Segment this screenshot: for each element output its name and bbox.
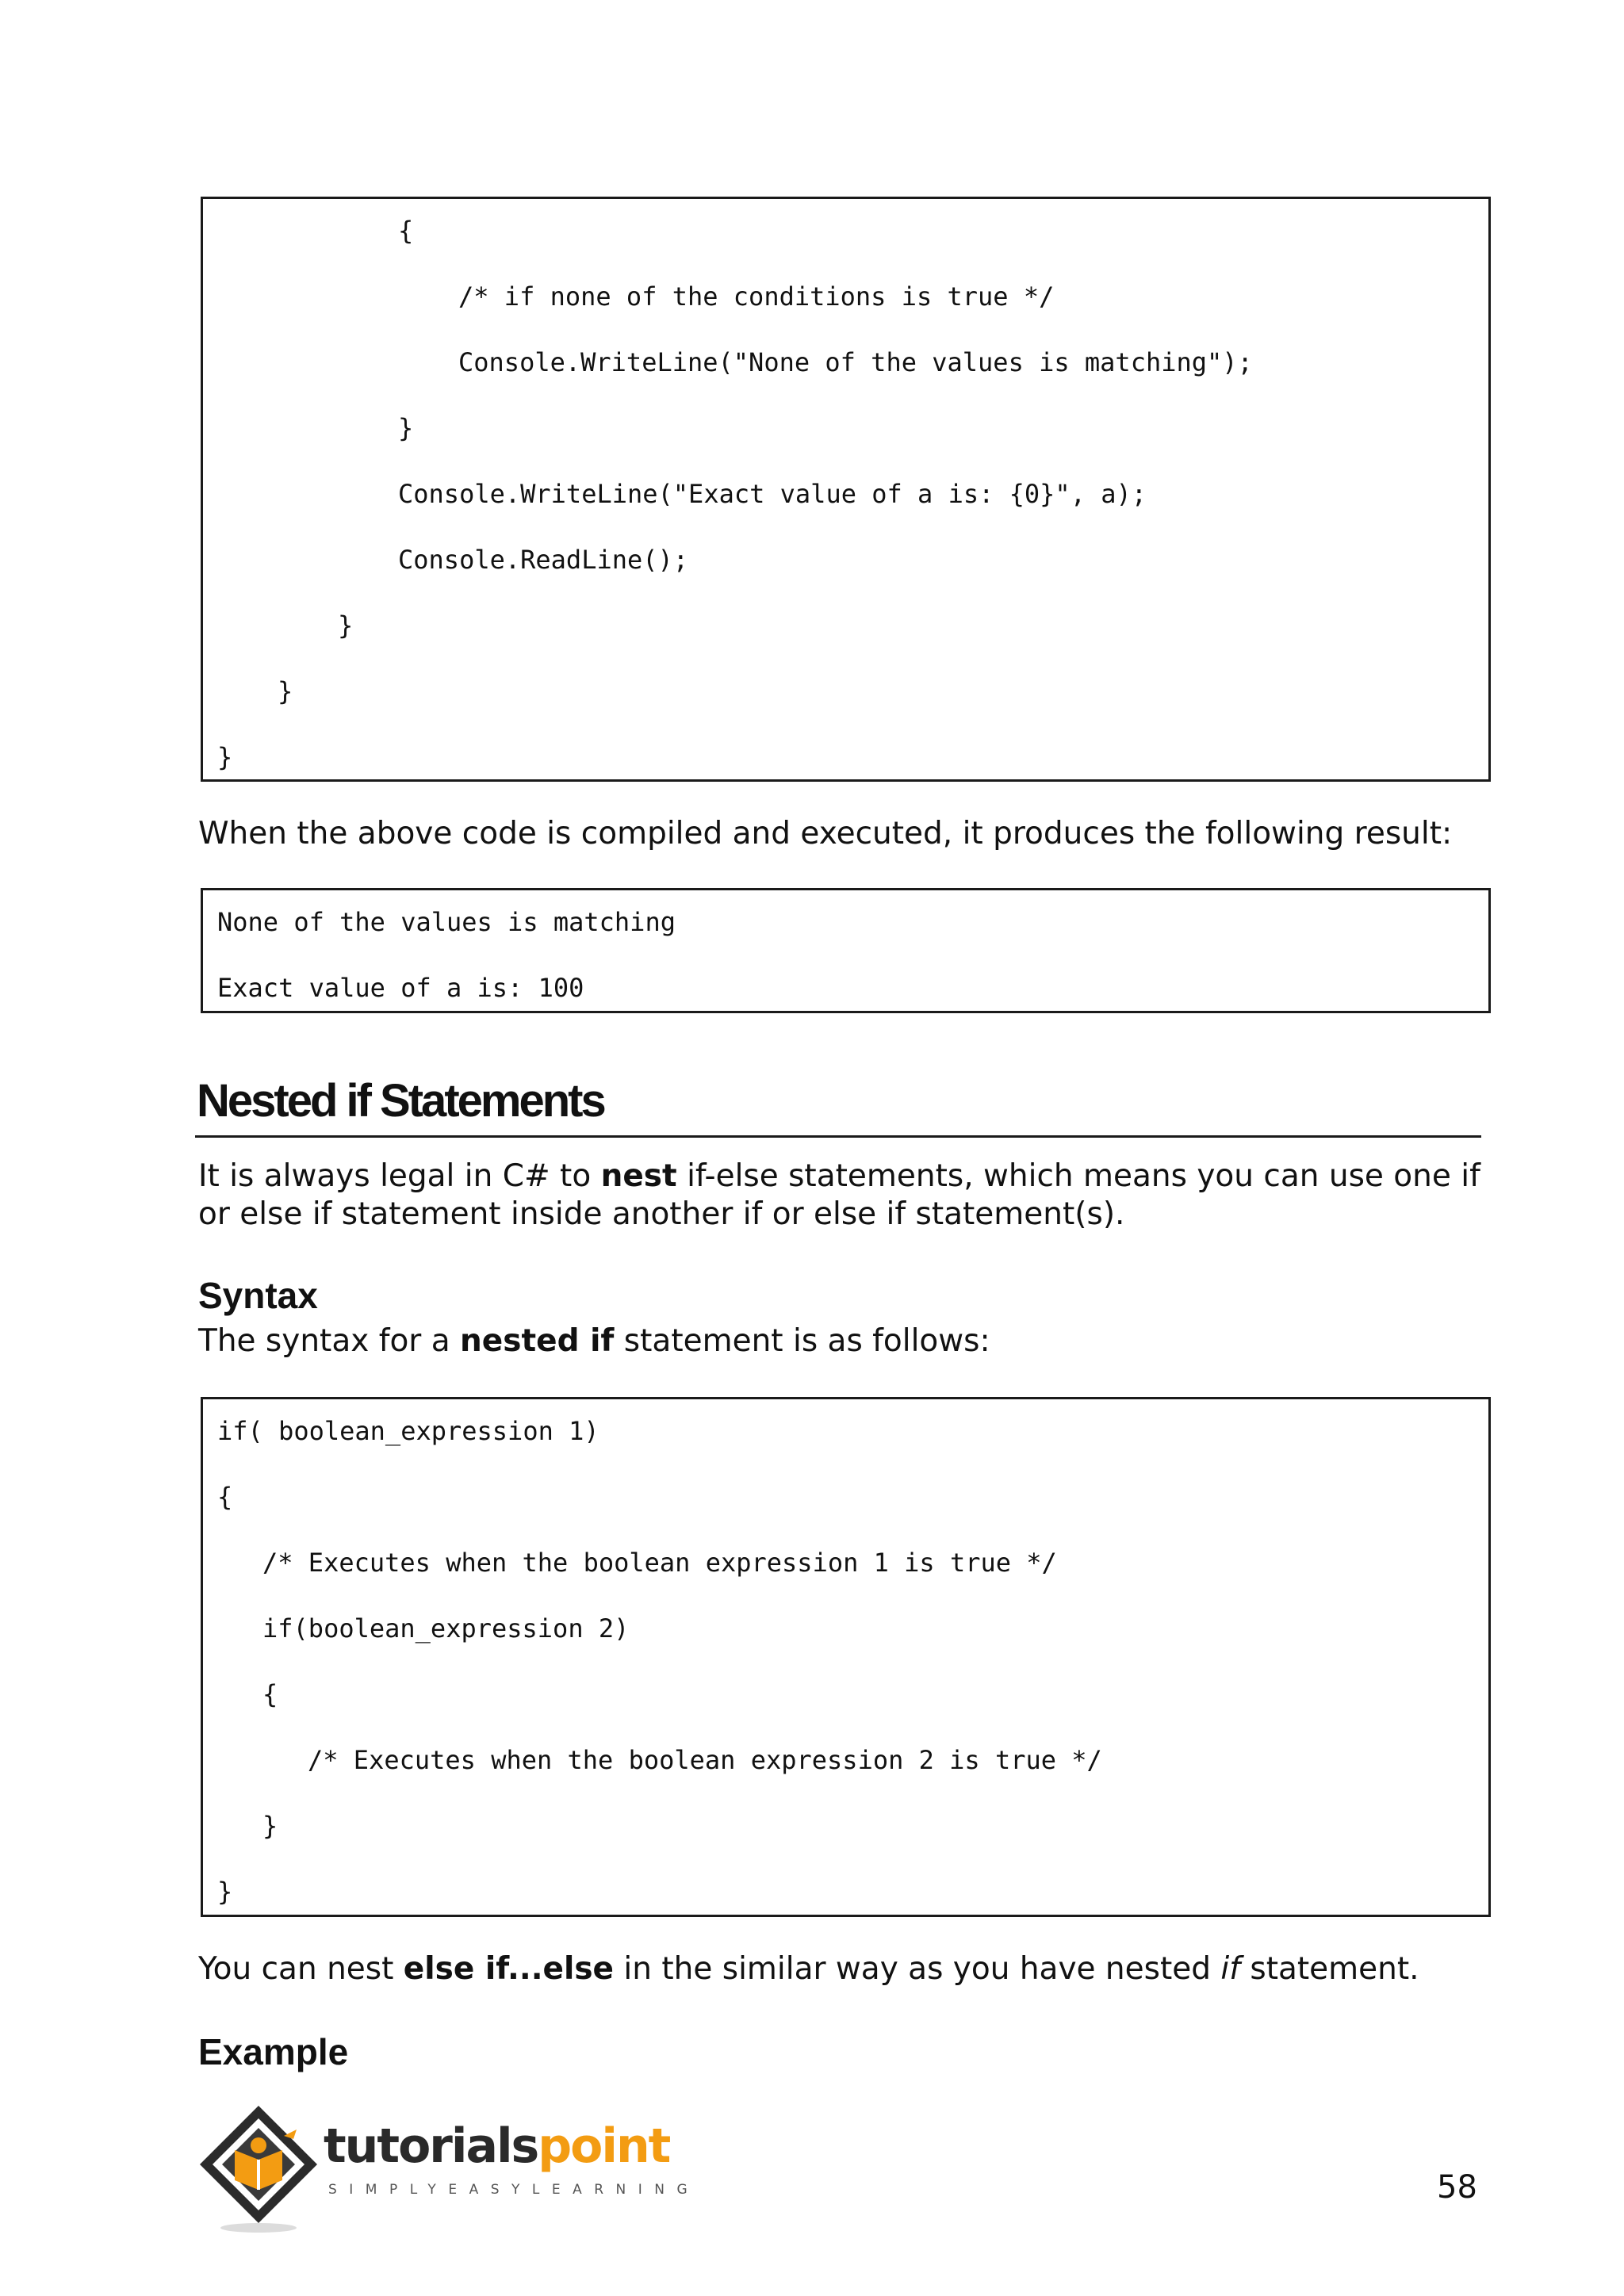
code-line: Console.ReadLine(); [398, 545, 689, 575]
note-keyword: else if...else [403, 1951, 614, 1987]
intro-keyword: nest [600, 1158, 677, 1194]
syntax-heading: Syntax [198, 1275, 318, 1316]
output-line: None of the values is matching [217, 907, 676, 937]
code-line: { [398, 216, 414, 246]
code-line: } [278, 676, 293, 706]
section-intro-line1 [198, 1158, 1480, 1196]
output-line: Exact value of a is: 100 [217, 973, 584, 1003]
section-intro-line2: or else if statement inside another if or else if statement(s). [198, 1196, 1125, 1232]
code-line: } [398, 413, 414, 443]
syntax-text: The syntax for a [198, 1323, 461, 1359]
note-italic: if [1220, 1951, 1240, 1987]
code-line: /* Executes when the boolean expression 2 is true */ [308, 1745, 1102, 1775]
logo-tagline: SIMPLYEASYLEARNING [328, 2182, 700, 2198]
logo-wordmark [324, 2118, 669, 2174]
code-line: } [217, 1877, 233, 1907]
syntax-text: statement is as follows: [614, 1323, 990, 1359]
result-intro-text: When the above code is compiled and executed, it produces the following result: [198, 816, 1453, 851]
section-title: Nested if Statements [197, 1075, 604, 1127]
logo-wordmark-part2: point [538, 2118, 670, 2174]
note-text: in the similar way as you have nested [614, 1951, 1221, 1987]
code-line: } [217, 742, 233, 772]
intro-text: if-else statements, which means you can use one if [676, 1158, 1480, 1194]
syntax-description [198, 1322, 990, 1360]
code-line: /* Executes when the boolean expression 1 is true */ [262, 1548, 1057, 1578]
nest-note [198, 1950, 1419, 1988]
heading-underline [195, 1135, 1481, 1138]
code-line: if(boolean_expression 2) [262, 1613, 630, 1644]
code-line: Console.WriteLine("Exact value of a is: {0}", a); [398, 479, 1147, 509]
code-line: { [262, 1679, 278, 1709]
code-line: Console.WriteLine("None of the values is matching"); [458, 347, 1253, 377]
code-line: } [338, 610, 354, 641]
code-line: } [262, 1811, 278, 1841]
page-number: 58 [1437, 2169, 1477, 2206]
output-block [201, 888, 1491, 1013]
example-heading: Example [198, 2031, 349, 2072]
logo-wordmark-part1: tutorials [324, 2118, 538, 2174]
tutorialspoint-logo [195, 2101, 700, 2236]
note-text: statement. [1239, 1951, 1419, 1987]
logo-emblem-icon [195, 2101, 330, 2236]
intro-text: It is always legal in C# to [198, 1158, 601, 1194]
note-text: You can nest [198, 1951, 404, 1987]
code-line: { [217, 1482, 233, 1512]
code-block-continuation [201, 197, 1491, 782]
code-line: if( boolean_expression 1) [217, 1416, 599, 1446]
code-line: /* if none of the conditions is true */ [458, 281, 1055, 312]
syntax-keyword: nested if [460, 1323, 615, 1359]
syntax-code-block [201, 1397, 1491, 1917]
